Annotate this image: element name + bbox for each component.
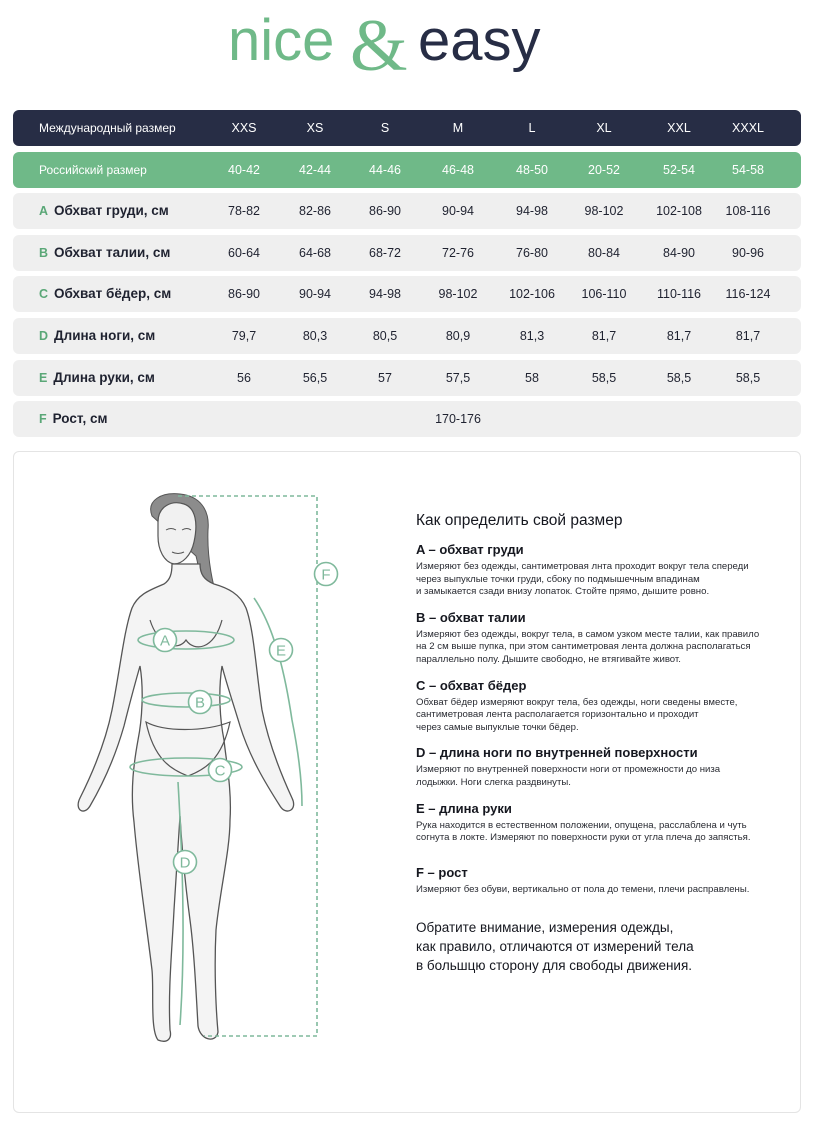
- russian-size-row: [13, 152, 801, 188]
- size-table: [13, 110, 801, 443]
- row-letter: A: [39, 204, 49, 219]
- row-letter: E: [39, 370, 48, 385]
- value-cell: 80,3: [302, 328, 328, 343]
- value-cell: 84-90: [663, 245, 695, 260]
- section-title: D – длина ноги по внутренней поверхности: [416, 745, 698, 761]
- size-cell: XXL: [667, 121, 691, 135]
- marker-a: A: [159, 632, 171, 650]
- value-cell: 110-116: [656, 287, 702, 302]
- size-cell: 52-54: [663, 162, 695, 177]
- value-cell: 56: [237, 370, 251, 385]
- value-cell: 57: [378, 370, 392, 385]
- section-text: Измеряют по внутренней поверхности ноги от промежности до низа лодыжки. Ноги слегка раздвинуты.: [416, 764, 721, 788]
- size-cell: 20-52: [588, 162, 620, 177]
- arm-length-row: [13, 360, 801, 396]
- measurement-guide-card: [13, 451, 801, 1113]
- size-cell: 48-50: [516, 162, 548, 177]
- row-letter: F: [39, 412, 47, 427]
- guide-note: Обратите внимание, измерения одежды, как правило, отличаются от измерений тела в большцю сторону для свободы движения.: [416, 920, 694, 974]
- size-cell: XXXL: [732, 121, 764, 135]
- row-letter: B: [39, 245, 49, 260]
- value-cell: 82-86: [299, 204, 331, 219]
- section-text: Рука находится в естественном положении, опущена, расслаблена и чуть согнута в локте. Измеряют по поверхности руки от угла плеча до запястья.: [416, 819, 751, 844]
- international-size-row: [13, 110, 801, 146]
- value-cell: 56,5: [302, 370, 328, 385]
- section-text: Измеряют без одежды, сантиметровая лнта проходит вокруг тела спереди через выпуклые точки груди, сбоку по подмышечным впадинам и замыкается сзади внизу лопаток. Стойте прямо, дышите ровно.: [416, 561, 749, 598]
- row-label: [39, 360, 155, 396]
- section-title: B – обхват талии: [416, 609, 526, 625]
- value-cell: 81,3: [519, 328, 545, 343]
- value-cell: 106-110: [581, 287, 627, 302]
- row-label: Российский размер: [39, 162, 147, 177]
- value-cell: 98-102: [584, 204, 624, 219]
- value-cell: 108-116: [725, 204, 771, 219]
- marker-e: E: [275, 642, 287, 660]
- marker-f: F: [321, 566, 331, 584]
- value-cell: 94-98: [369, 287, 401, 302]
- value-cell: 90-94: [442, 204, 474, 219]
- value-cell: 58,5: [591, 370, 617, 385]
- row-label: [39, 401, 107, 437]
- value-cell: 58,5: [735, 370, 761, 385]
- value-cell: 78-82: [228, 204, 260, 219]
- logo-word-nice: nice: [227, 8, 334, 73]
- value-cell: 80,5: [372, 328, 398, 343]
- value-cell: 57,5: [445, 370, 471, 385]
- size-cell: XXS: [231, 121, 257, 135]
- value-cell: 68-72: [369, 245, 401, 260]
- row-title: Длина ноги, см: [54, 327, 156, 343]
- value-cell: 81,7: [735, 328, 761, 343]
- size-cell: 46-48: [442, 162, 474, 177]
- hips-row: [13, 276, 801, 312]
- size-cell: 42-44: [299, 162, 331, 177]
- size-guide-text: [416, 512, 796, 975]
- guide-section-leg: [416, 745, 796, 789]
- value-cell: 58,5: [666, 370, 692, 385]
- value-cell: 90-94: [299, 287, 331, 302]
- waist-row: [13, 235, 801, 271]
- size-cell: S: [380, 121, 390, 135]
- size-cell: L: [528, 121, 536, 135]
- marker-b: B: [194, 694, 206, 712]
- size-cell: M: [452, 121, 464, 135]
- row-letter: C: [39, 287, 49, 302]
- value-cell: 80,9: [445, 328, 471, 343]
- row-title: Обхват груди, см: [54, 203, 169, 219]
- body-figure-illustration: [54, 470, 354, 1070]
- row-label: [39, 276, 171, 312]
- height-value: 170-176: [435, 412, 481, 427]
- value-cell: 81,7: [591, 328, 617, 343]
- value-cell: 79,7: [231, 328, 257, 343]
- value-cell: 86-90: [228, 287, 260, 302]
- size-cell: 44-46: [369, 162, 401, 177]
- row-title: Обхват бёдер, см: [54, 286, 172, 302]
- size-cell: 54-58: [732, 162, 764, 177]
- logo-mark: [228, 8, 588, 88]
- value-cell: 94-98: [516, 204, 548, 219]
- section-title: A – обхват груди: [416, 542, 524, 557]
- value-cell: 90-96: [732, 245, 764, 260]
- row-label: [39, 235, 170, 271]
- size-cell: 40-42: [228, 162, 260, 177]
- row-label: [39, 318, 155, 354]
- value-cell: 116-124: [725, 287, 771, 302]
- logo-word-easy: easy: [417, 8, 541, 73]
- section-title: F – рост: [416, 864, 468, 880]
- guide-section-height: [416, 865, 796, 897]
- row-title: Длина руки, см: [53, 369, 155, 385]
- size-cell: XS: [306, 121, 324, 135]
- section-title: C – обхват бёдер: [416, 677, 527, 693]
- value-cell: 102-108: [656, 204, 702, 219]
- value-cell: 76-80: [516, 245, 548, 260]
- chest-row: [13, 193, 801, 229]
- leg-length-row: [13, 318, 801, 354]
- value-cell: 80-84: [588, 245, 620, 260]
- row-title: Рост, см: [52, 411, 108, 427]
- guide-title: Как определить свой размер: [416, 512, 623, 529]
- value-cell: 60-64: [228, 245, 260, 260]
- guide-section-chest: [416, 542, 796, 599]
- value-cell: 58: [525, 370, 539, 385]
- marker-c: C: [214, 762, 226, 780]
- value-cell: 72-76: [442, 245, 474, 260]
- row-letter: D: [39, 328, 49, 343]
- value-cell: 64-68: [299, 245, 331, 260]
- brand-logo: [0, 8, 815, 88]
- row-label: Международный размер: [39, 121, 176, 135]
- value-cell: 102-106: [509, 287, 555, 302]
- row-label: [39, 193, 169, 229]
- section-title: E – длина руки: [416, 800, 512, 816]
- guide-section-hips: [416, 678, 796, 735]
- row-title: Обхват талии, см: [54, 244, 171, 260]
- section-text: Обхват бёдер измеряют вокруг тела, без одежды, ноги сведены вместе, сантиметровая лента располагается горизонтально и проходит через самые выпуклые точки бёдер.: [416, 696, 738, 733]
- guide-section-arm: [416, 801, 796, 845]
- face-shape: [158, 503, 196, 564]
- logo-ampersand: &: [349, 8, 408, 87]
- section-text: Измеряют без одежды, вокруг тела, в самом узком месте талии, как правило на 2 см выше пупка, при этом сантиметровая лента должна располагаться параллельно полу. Дышите свободно, не втягивайте живот.: [416, 628, 760, 665]
- size-cell: XL: [596, 121, 612, 135]
- value-cell: 86-90: [369, 204, 401, 219]
- section-text: Измеряют без обуви, вертикально от пола до темени, плечи расправлены.: [416, 883, 750, 895]
- value-cell: 81,7: [666, 328, 692, 343]
- value-cell: 98-102: [438, 287, 478, 302]
- guide-section-waist: [416, 610, 796, 667]
- body-outline: [78, 564, 293, 1041]
- marker-d: D: [179, 854, 191, 872]
- height-row: [13, 401, 801, 437]
